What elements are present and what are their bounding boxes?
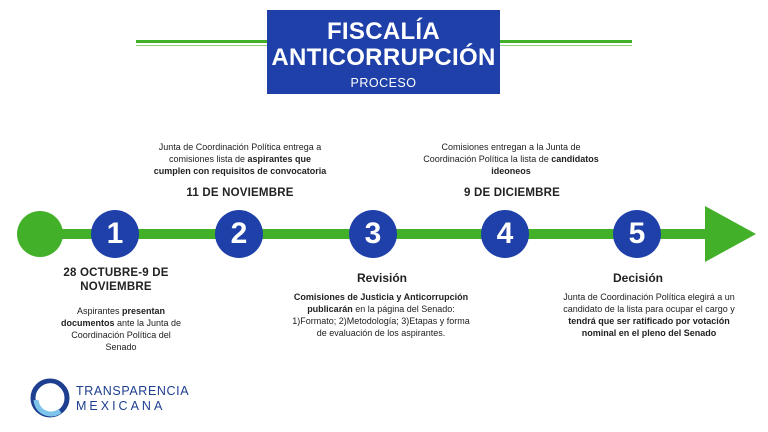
logo-text-line-1: TRANSPARENCIA	[76, 384, 190, 398]
title-rule-right	[500, 40, 632, 43]
step-1-number: 1	[106, 217, 124, 250]
step-5-number: 5	[628, 217, 646, 250]
step-4-description	[418, 141, 604, 177]
transparencia-mexicana-logo	[30, 378, 230, 418]
step-1-description	[56, 305, 186, 353]
step-5-description	[556, 291, 742, 339]
title-line-1: FISCALÍA	[326, 18, 441, 45]
step-2-number: 2	[230, 217, 248, 250]
step-2-description	[150, 141, 330, 177]
page-subtitle: PROCESO	[350, 76, 417, 90]
step-4-text: Comisiones entregan a la Junta de Coordinación Política la lista de	[423, 142, 581, 164]
step-1-text: Aspirantes	[76, 306, 122, 316]
step-2-highlight: aspirantes que cumplen con requisitos de convocatoria	[153, 154, 327, 176]
step-3-highlight: Comisiones de Justicia y Anticorrupción publicarán	[293, 292, 469, 314]
process-timeline	[0, 194, 768, 274]
circle-swoosh-icon	[30, 378, 70, 418]
logo-text-line-2: MEXICANA	[76, 399, 166, 413]
title-banner	[267, 10, 500, 94]
step-2-date: 11 DE NOVIEMBRE	[186, 187, 294, 199]
step-4-number: 4	[496, 217, 514, 250]
step-4-date: 9 DE DICIEMBRE	[463, 187, 561, 199]
step-5-text: Junta de Coordinación Política elegirá a un candidato de la lista para ocupar el cargo y	[563, 292, 735, 314]
step-3-description	[288, 291, 474, 339]
step-3-number: 3	[364, 217, 382, 250]
title-rule-left	[136, 40, 267, 43]
step-1-date: 28 OCTUBRE-9 DE NOVIEMBRE	[63, 267, 169, 293]
step-5-heading: Decisión	[612, 271, 663, 285]
step-4-highlight: candidatos ideoneos	[491, 154, 599, 176]
step-5-highlight: tendrá que ser ratificado por votación nominal en el pleno del Senado	[568, 316, 730, 338]
step-3-heading: Revisión	[356, 271, 407, 285]
step-2-text: Junta de Coordinación Política entrega a comisiones lista de	[158, 142, 322, 164]
title-line-2: ANTICORRUPCIÓN	[271, 44, 496, 71]
timeline-arrowhead	[705, 206, 756, 262]
step-1-text-end: ante la Junta de Coordinación Política del Senado	[71, 318, 182, 352]
page-title	[267, 10, 500, 71]
timeline-start-dot	[17, 211, 63, 257]
step-1-highlight: presentan documentos	[60, 306, 166, 328]
step-3-text: en la página del Senado: 1)Formato; 2)Metodología; 3)Etapas y forma de evaluación de los aspirantes.	[292, 304, 470, 338]
